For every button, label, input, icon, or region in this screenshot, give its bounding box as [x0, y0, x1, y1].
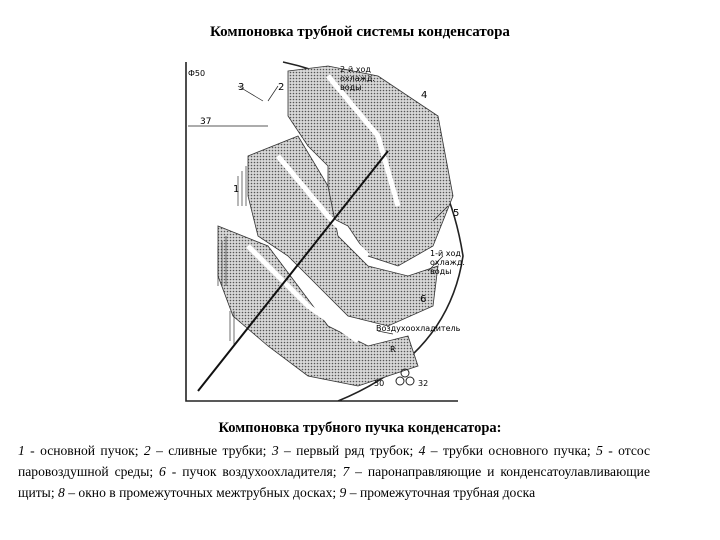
page-title: Компоновка трубной системы конденсатора: [210, 24, 510, 40]
label-2: 2: [278, 82, 285, 93]
caption-item: 1 - основной пучок;: [18, 443, 139, 458]
label-diameter: Ф50: [188, 69, 206, 78]
caption-item: 8 – окно в промежуточных межтрубных досках;: [58, 485, 337, 500]
label-6: 6: [420, 294, 427, 305]
tube-layout-drawing: [178, 56, 478, 406]
label-r: R: [390, 345, 396, 354]
label-side-1: 1-й ход: [430, 249, 461, 258]
label-3: 3: [238, 82, 245, 93]
caption-heading: Компоновка трубного пучка конденсатора:: [218, 420, 502, 436]
label-air-cooler: Воздухоохладитель: [376, 324, 461, 333]
label-5: 5: [453, 208, 460, 219]
caption-item: 5 - отсос паровоздушной среды;: [18, 443, 651, 479]
label-top-1: 2-й ход: [340, 65, 371, 74]
label-4: 4: [421, 90, 428, 101]
caption-item: 3 – первый ряд трубок;: [271, 443, 414, 458]
caption-body: [18, 440, 650, 503]
label-1: 1: [233, 184, 240, 195]
label-37: 37: [200, 117, 212, 127]
label-side-3: воды: [430, 267, 452, 276]
caption-item: 9 – промежуточная трубная доска: [339, 485, 536, 500]
label-32: 32: [418, 379, 429, 388]
label-side-2: охлажд.: [430, 258, 465, 267]
caption-item: 7 – паронаправляющие и конденсатоулавливающие щиты;: [18, 464, 650, 500]
caption-item: 2 – сливные трубки;: [143, 443, 267, 458]
label-50: 50: [374, 379, 385, 388]
tube-layout-diagram: [178, 56, 478, 406]
caption-item: 6 - пучок воздухоохладителя;: [159, 464, 337, 479]
label-top-3: воды: [340, 83, 362, 92]
caption-item: 4 – трубки основного пучка;: [418, 443, 591, 458]
label-top-2: охлажд.: [340, 74, 375, 83]
